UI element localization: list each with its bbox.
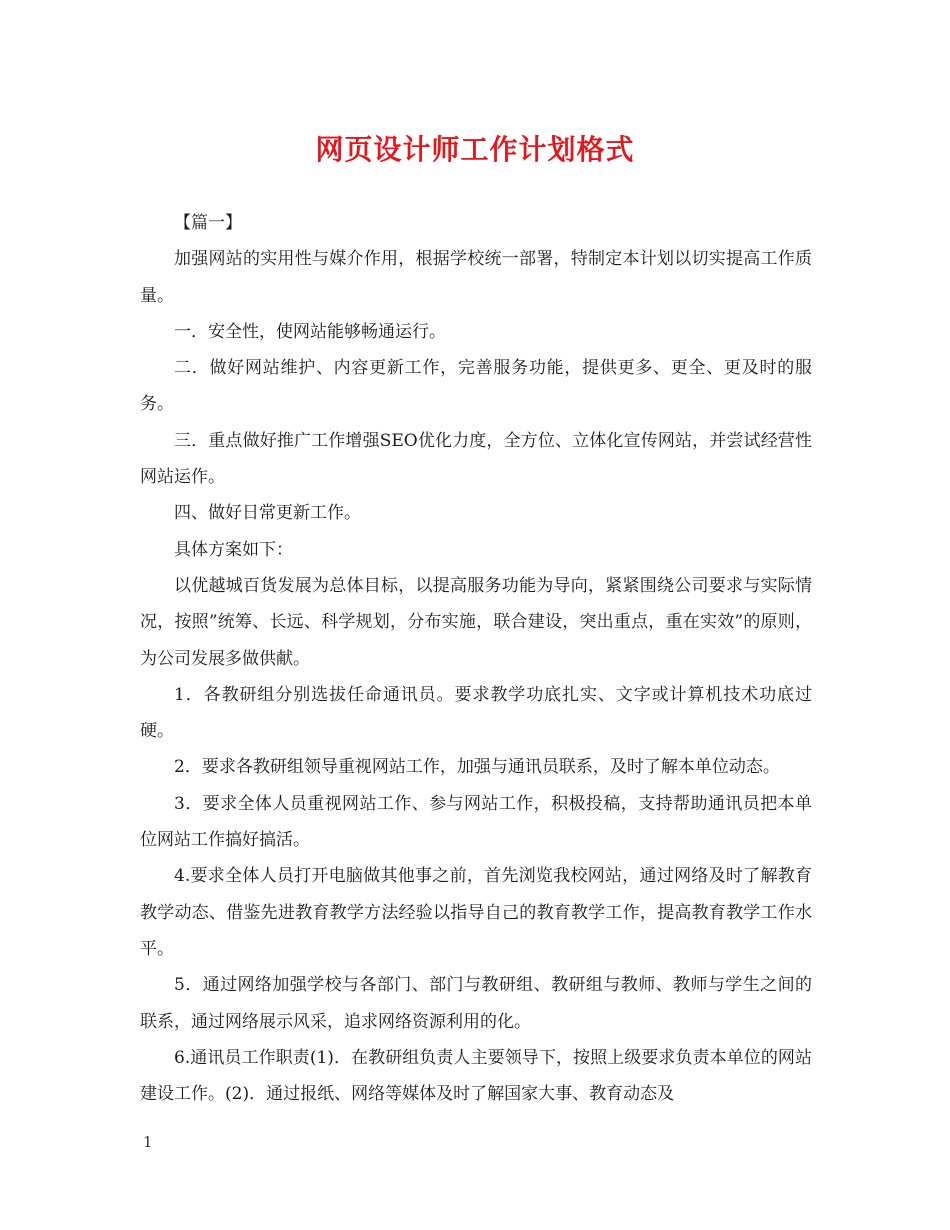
intro-paragraph: 加强网站的实用性与媒介作用，根据学校统一部署，特制定本计划以切实提高工作质量。: [140, 249, 812, 306]
plan-item-3: 3．要求全体人员重视网站工作、参与网站工作，积极投稿，支持帮助通讯员把本单位网站工作搞好搞活。: [140, 793, 812, 851]
goal-item-3: 三．重点做好推广工作增强SEO优化力度，全方位、立体化宣传网站，并尝试经营性网站运作。: [140, 430, 812, 488]
plan-item-6: 6.通讯员工作职责(1)．在教研组负责人主要领导下，按照上级要求负责本单位的网站建设工作。(2)．通过报纸、网络等媒体及时了解国家大事、教育动态及: [140, 1047, 812, 1105]
page-number: 1: [143, 1133, 153, 1151]
plan-overview-paragraph: 以优越城百货发展为总体目标，以提高服务功能为导向，紧紧围绕公司要求与实际情况，按照”统筹、长远、科学规划，分布实施，联合建设，突出重点，重在实效”的原则，为公司发展多做供献。: [140, 575, 812, 669]
plan-heading: 具体方案如下：: [174, 539, 293, 560]
goal-item-4: 四、做好日常更新工作。: [174, 503, 361, 524]
document-title: 网页设计师工作计划格式: [315, 133, 635, 166]
plan-item-4: 4.要求全体人员打开电脑做其他事之前，首先浏览我校网站，通过网络及时了解教育教学动态、借鉴先进教育教学方法经验以指导自己的教育教学工作，提高教育教学工作水平。: [140, 866, 812, 959]
goal-item-2: 二．做好网站维护、内容更新工作，完善服务功能，提供更多、更全、更及时的服务。: [140, 358, 812, 415]
goal-item-1: 一．安全性，使网站能够畅通运行。: [174, 321, 446, 342]
plan-item-2: 2．要求各教研组领导重视网站工作，加强与通讯员联系，及时了解本单位动态。: [174, 757, 780, 778]
plan-item-1: 1．各教研组分别选拔任命通讯员。要求教学功底扎实、文字或计算机技术功底过硬。: [140, 684, 812, 742]
plan-item-5: 5．通过网络加强学校与各部门、部门与教研组、教研组与教师、教师与学生之间的联系，通过网络展示风采，追求网络资源利用的化。: [140, 975, 812, 1032]
document-body: [140, 205, 812, 1112]
section-heading: 【篇一】: [174, 213, 242, 233]
